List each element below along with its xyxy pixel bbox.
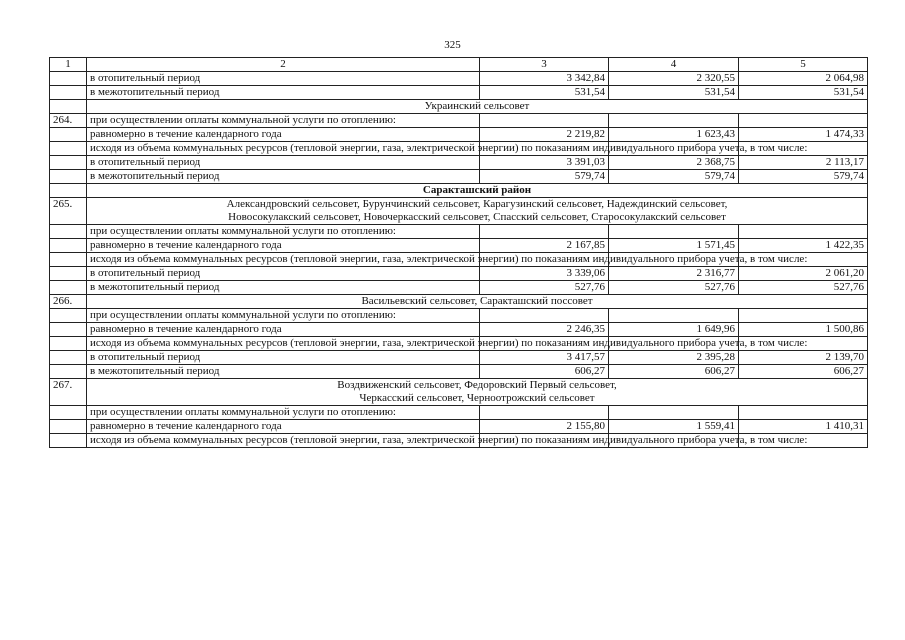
row-description: исходя из объема коммунальных ресурсов (тепловой энергии, газа, электрической энергии) по показаниям индивидуального прибора учета, в том числе: bbox=[87, 434, 480, 448]
value-cell: 1 649,96 bbox=[609, 323, 739, 337]
row-description: исходя из объема коммунальных ресурсов (тепловой энергии, газа, электрической энергии) по показаниям индивидуального прибора учета, в том числе: bbox=[87, 142, 480, 156]
value-cell: 579,74 bbox=[609, 170, 739, 184]
row-number: 267. bbox=[50, 379, 87, 406]
table-row bbox=[50, 281, 868, 295]
row-number: 265. bbox=[50, 198, 87, 225]
value-cell: 527,76 bbox=[480, 281, 609, 295]
table-row bbox=[50, 170, 868, 184]
row-number bbox=[50, 86, 87, 100]
row-description: при осуществлении оплаты коммунальной услуги по отоплению: bbox=[87, 406, 480, 420]
section-title-row bbox=[50, 198, 868, 225]
column-number-row bbox=[50, 58, 868, 72]
value-cell: 1 571,45 bbox=[609, 239, 739, 253]
row-description: при осуществлении оплаты коммунальной услуги по отоплению: bbox=[87, 114, 480, 128]
row-description: в межотопительный период bbox=[87, 281, 480, 295]
row-description: исходя из объема коммунальных ресурсов (тепловой энергии, газа, электрической энергии) по показаниям индивидуального прибора учета, в том числе: bbox=[87, 253, 480, 267]
value-cell: 2 320,55 bbox=[609, 72, 739, 86]
value-cell: 1 410,31 bbox=[739, 420, 868, 434]
value-cell: 2 139,70 bbox=[739, 351, 868, 365]
section-title-row bbox=[50, 295, 868, 309]
value-cell: 2 064,98 bbox=[739, 72, 868, 86]
row-description: в межотопительный период bbox=[87, 170, 480, 184]
value-cell: 3 339,06 bbox=[480, 267, 609, 281]
table-row bbox=[50, 434, 868, 448]
value-cell: 1 422,35 bbox=[739, 239, 868, 253]
row-description: равномерно в течение календарного года bbox=[87, 239, 480, 253]
section-title-line: Воздвиженский сельсовет, Федоровский Первый сельсовет, bbox=[337, 379, 617, 391]
column-header: 4 bbox=[609, 58, 739, 72]
row-description: при осуществлении оплаты коммунальной услуги по отоплению: bbox=[87, 309, 480, 323]
value-cell: 2 246,35 bbox=[480, 323, 609, 337]
row-description: равномерно в течение календарного года bbox=[87, 420, 480, 434]
row-description: в отопительный период bbox=[87, 351, 480, 365]
value-cell: 579,74 bbox=[480, 170, 609, 184]
table-row bbox=[50, 267, 868, 281]
value-cell: 2 316,77 bbox=[609, 267, 739, 281]
row-description: исходя из объема коммунальных ресурсов (тепловой энергии, газа, электрической энергии) по показаниям индивидуального прибора учета, в том числе: bbox=[87, 337, 480, 351]
section-title bbox=[87, 379, 868, 406]
row-description: при осуществлении оплаты коммунальной услуги по отоплению: bbox=[87, 225, 480, 239]
table-row bbox=[50, 142, 868, 156]
table-row bbox=[50, 128, 868, 142]
section-title-row bbox=[50, 100, 868, 114]
table-row bbox=[50, 72, 868, 86]
value-cell: 531,54 bbox=[609, 86, 739, 100]
table-row bbox=[50, 323, 868, 337]
region-title-row bbox=[50, 184, 868, 198]
value-cell: 531,54 bbox=[480, 86, 609, 100]
value-cell: 1 500,86 bbox=[739, 323, 868, 337]
section-title-line: Черкасский сельсовет, Черноотрожский сельсовет bbox=[359, 392, 595, 404]
row-description: в отопительный период bbox=[87, 156, 480, 170]
value-cell: 2 113,17 bbox=[739, 156, 868, 170]
row-description: в межотопительный период bbox=[87, 365, 480, 379]
value-cell: 2 155,80 bbox=[480, 420, 609, 434]
value-cell: 2 395,28 bbox=[609, 351, 739, 365]
row-description: равномерно в течение календарного года bbox=[87, 128, 480, 142]
value-cell: 531,54 bbox=[739, 86, 868, 100]
row-description: в межотопительный период bbox=[87, 86, 480, 100]
table-row bbox=[50, 337, 868, 351]
value-cell: 3 342,84 bbox=[480, 72, 609, 86]
value-cell: 3 391,03 bbox=[480, 156, 609, 170]
table-row bbox=[50, 114, 868, 128]
row-number bbox=[50, 100, 87, 114]
column-header: 2 bbox=[87, 58, 480, 72]
table-row bbox=[50, 351, 868, 365]
column-header: 1 bbox=[50, 58, 87, 72]
section-title bbox=[87, 198, 868, 225]
value-cell: 606,27 bbox=[739, 365, 868, 379]
column-header: 5 bbox=[739, 58, 868, 72]
value-cell: 1 559,41 bbox=[609, 420, 739, 434]
section-title: Украинский сельсовет bbox=[87, 100, 868, 114]
value-cell: 2 061,20 bbox=[739, 267, 868, 281]
table-row bbox=[50, 253, 868, 267]
section-title-line: Александровский сельсовет, Бурунчинский сельсовет, Карагузинский сельсовет, Надеждинский сельсовет, bbox=[226, 198, 728, 210]
row-description: в отопительный период bbox=[87, 267, 480, 281]
value-cell: 606,27 bbox=[480, 365, 609, 379]
value-cell: 2 167,85 bbox=[480, 239, 609, 253]
value-cell: 1 474,33 bbox=[739, 128, 868, 142]
value-cell: 2 219,82 bbox=[480, 128, 609, 142]
tariff-table bbox=[49, 57, 868, 448]
value-cell: 527,76 bbox=[609, 281, 739, 295]
table-row bbox=[50, 225, 868, 239]
table-row bbox=[50, 309, 868, 323]
row-number: 266. bbox=[50, 295, 87, 309]
row-description: равномерно в течение календарного года bbox=[87, 323, 480, 337]
row-number: 264. bbox=[50, 114, 87, 128]
value-cell: 579,74 bbox=[739, 170, 868, 184]
table-row bbox=[50, 365, 868, 379]
table-row bbox=[50, 239, 868, 253]
region-title: Саракташский район bbox=[87, 184, 868, 198]
section-title-row bbox=[50, 379, 868, 406]
page-number: 325 bbox=[444, 39, 461, 51]
row-description: в отопительный период bbox=[87, 72, 480, 86]
row-number bbox=[50, 72, 87, 86]
table-row bbox=[50, 156, 868, 170]
value-cell: 527,76 bbox=[739, 281, 868, 295]
value-cell: 606,27 bbox=[609, 365, 739, 379]
value-cell: 1 623,43 bbox=[609, 128, 739, 142]
table-row bbox=[50, 420, 868, 434]
table-row bbox=[50, 86, 868, 100]
section-title-line: Новосокулакский сельсовет, Новочеркасский сельсовет, Спасский сельсовет, Старосокулакский сельсовет bbox=[228, 211, 726, 223]
table-row bbox=[50, 406, 868, 420]
section-title: Васильевский сельсовет, Саракташский поссовет bbox=[87, 295, 868, 309]
value-cell: 2 368,75 bbox=[609, 156, 739, 170]
column-header: 3 bbox=[480, 58, 609, 72]
value-cell: 3 417,57 bbox=[480, 351, 609, 365]
